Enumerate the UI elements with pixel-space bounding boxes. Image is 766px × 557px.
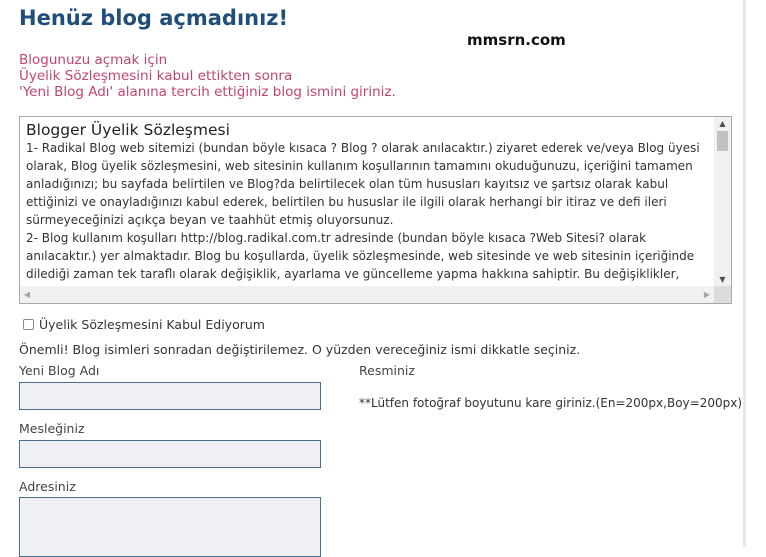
agreement-paragraph: 1- Radikal Blog web sitemizi (bundan böyle kısaca ? Blog ? olarak anılacaktır.) ziyaret ederek ve/veya Blog üyesi olarak, Blog üyelik sözleşmesini, web sitesinin kullanım koşullarının tamamını okuduğunuzu, içeriğini tamamen anladığınızı; bu sayfada belirtilen ve Blog?da belirtilecek olan tüm hususları kayıtsız ve şartsız olarak kabul ettiğinizi ve onayladığınızı kabul ederek, belirtilen bu hususlar ile ilgili olarak herhangi bir itiraz ve defi ileri sürmeyeceğinizi açıkça beyan ve taahhüt etmiş oluyorsunuz. xyxy=(26,141,700,227)
blog-name-label: Yeni Blog Adı xyxy=(19,363,100,378)
accept-agreement-row[interactable] xyxy=(23,317,265,332)
intro-line: Üyelik Sözleşmesini kabul ettikten sonra xyxy=(19,68,293,84)
page-right-border xyxy=(743,0,746,547)
scrollbar-corner xyxy=(714,286,731,303)
agreement-title: Blogger Üyelik Sözleşmesi xyxy=(26,121,230,139)
address-textarea[interactable] xyxy=(19,497,321,557)
vertical-scrollbar[interactable] xyxy=(714,117,731,287)
scroll-thumb[interactable] xyxy=(717,131,728,151)
arrow-down-icon[interactable]: ▼ xyxy=(719,275,726,284)
agreement-paragraph: 2- Blog kullanım koşulları http://blog.radikal.com.tr adresinde (bundan böyle kısaca ?Web Sitesi? olarak anılacaktır.) yer almaktadır. Blog bu koşullarda, üyelik sözleşmesinde, web sitesinde ve web sitesinin içeriğinde dilediği zaman tek taraflı olarak değişiklik, ayarlama ve güncelleme yapma hakkına sahiptir. Bu değişiklikler, xyxy=(26,231,695,281)
accept-label: Üyelik Sözleşmesini Kabul Ediyorum xyxy=(39,317,265,332)
agreement-textbox[interactable] xyxy=(19,116,732,304)
blog-name-input[interactable] xyxy=(19,382,321,410)
intro-line: Blogunuzu açmak için xyxy=(19,52,168,68)
profession-input[interactable] xyxy=(19,440,321,468)
arrow-right-icon[interactable]: ▶ xyxy=(703,290,711,299)
agreement-content xyxy=(26,121,716,287)
address-label: Adresiniz xyxy=(19,479,76,494)
arrow-up-icon[interactable]: ▲ xyxy=(719,119,726,128)
arrow-left-icon[interactable]: ◀ xyxy=(23,290,31,299)
watermark-text: mmsrn.com xyxy=(467,31,566,49)
intro-text xyxy=(19,52,396,100)
accept-checkbox[interactable] xyxy=(23,319,34,330)
page-title: Henüz blog açmadınız! xyxy=(19,6,289,30)
photo-label: Resminiz xyxy=(359,363,415,378)
horizontal-scrollbar[interactable] xyxy=(20,286,714,303)
important-note: Önemli! Blog isimleri sonradan değiştirilemez. O yüzden vereceğiniz ismi dikkatle seçiniz. xyxy=(19,342,581,357)
intro-line: 'Yeni Blog Adı' alanına tercih ettiğiniz blog ismini giriniz. xyxy=(19,84,396,100)
photo-hint: **Lütfen fotoğraf boyutunu kare giriniz.(En=200px,Boy=200px) xyxy=(359,396,742,410)
profession-label: Mesleğiniz xyxy=(19,421,85,436)
